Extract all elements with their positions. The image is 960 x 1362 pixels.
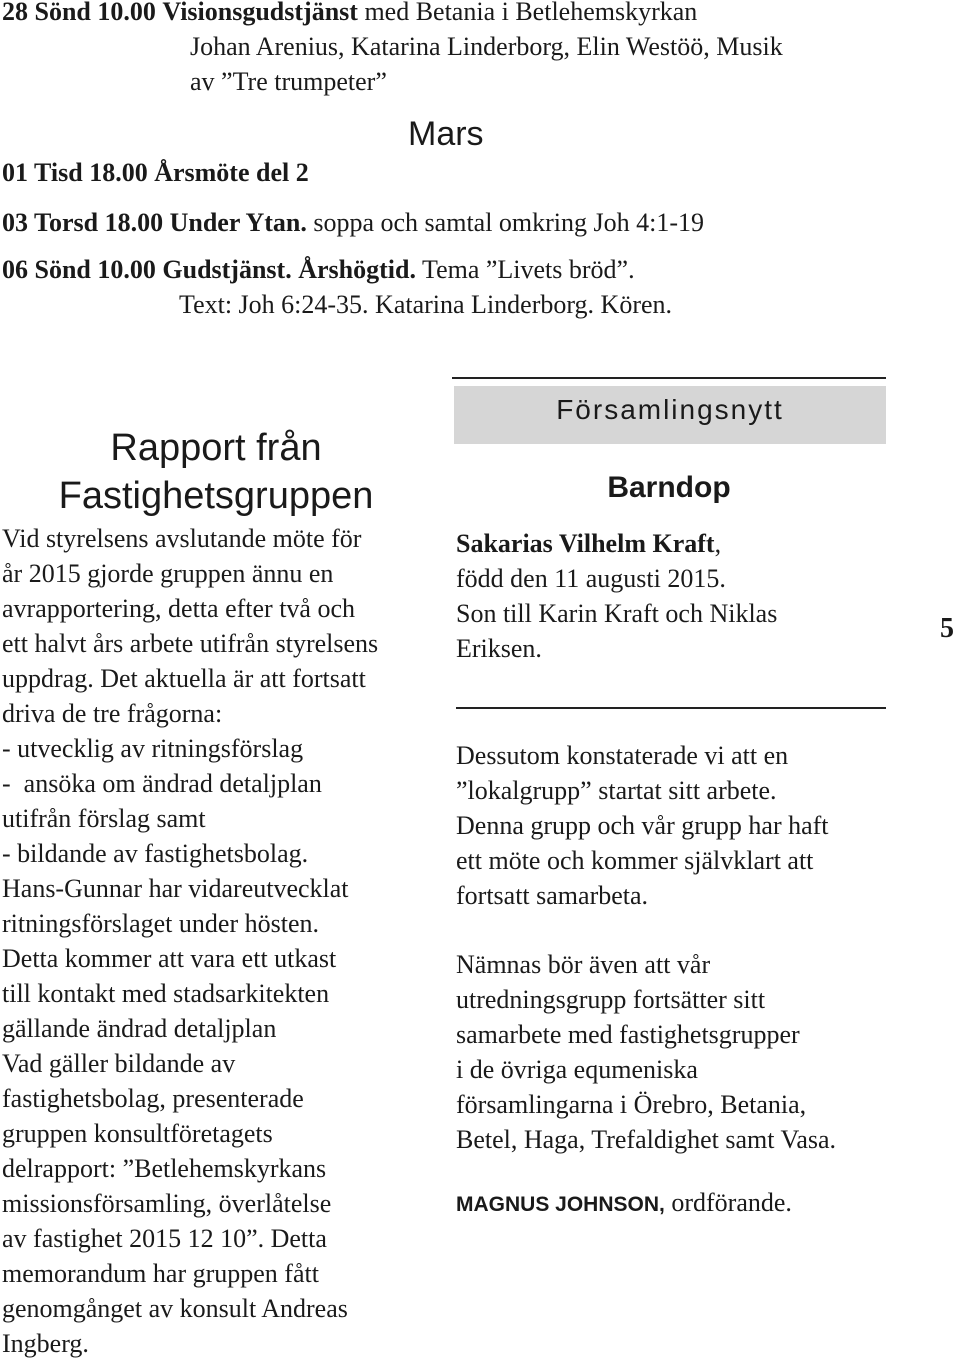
baptism-name: Sakarias Vilhelm Kraft	[456, 529, 715, 558]
signature	[456, 1185, 792, 1222]
news-line: Betel, Haga, Trefaldighet samt Vasa.	[456, 1125, 837, 1154]
report-title	[0, 424, 432, 520]
news-header: Församlingsnytt	[454, 386, 886, 444]
report-line: Vad gäller bildande av	[2, 1049, 236, 1078]
report-body	[2, 521, 434, 1361]
report-title-line1: Rapport från	[110, 427, 322, 469]
baptism-body	[456, 526, 777, 666]
event-28-day: 28 Sönd 10.00	[2, 0, 156, 26]
report-line: memorandum har gruppen fått	[2, 1259, 319, 1288]
news-line: Nämnas bör även att vår	[456, 950, 711, 979]
report-line: Detta kommer att vara ett utkast	[2, 944, 337, 973]
news-line: Denna grupp och vår grupp har haft	[456, 811, 829, 840]
report-line: år 2015 gjorde gruppen ännu en	[2, 559, 334, 588]
report-line: utifrån förslag samt	[2, 804, 206, 833]
report-line: ritningsförslaget under hösten.	[2, 909, 319, 938]
report-line: delrapport: ”Betlehemskyrkans	[2, 1154, 327, 1183]
event-06-day: 06 Sönd 10.00	[2, 255, 156, 284]
report-line: driva de tre frågorna:	[2, 699, 223, 728]
event-28-line2: Johan Arenius, Katarina Linderborg, Elin Westöö, Musik	[190, 32, 783, 61]
month-heading: Mars	[408, 115, 484, 153]
news-paragraph-1	[456, 738, 829, 913]
event-06	[2, 252, 672, 322]
middle-divider	[456, 707, 886, 709]
report-line: uppdrag. Det aktuella är att fortsatt	[2, 664, 366, 693]
report-title-line2: Fastighetsgruppen	[58, 475, 374, 517]
event-01-day: 01 Tisd 18.00	[2, 158, 148, 187]
event-03-rest: soppa och samtal omkring Joh 4:1-19	[313, 208, 705, 237]
report-line: - utvecklig av ritningsförslag	[2, 734, 304, 763]
news-line: i de övriga equmeniska	[456, 1055, 698, 1084]
event-28-line3: av ”Tre trumpeter”	[190, 67, 387, 96]
report-line: till kontakt med stadsarkitekten	[2, 979, 330, 1008]
report-line: missionsförsamling, överlåtelse	[2, 1189, 332, 1218]
event-28	[2, 0, 783, 99]
top-divider	[452, 377, 886, 379]
signature-role: ordförande.	[671, 1188, 792, 1217]
news-line: ”lokalgrupp” startat sitt arbete.	[456, 776, 777, 805]
report-line: av fastighet 2015 12 10”. Detta	[2, 1224, 327, 1253]
report-line: Hans-Gunnar har vidareutvecklat	[2, 874, 349, 903]
news-line: samarbete med fastighetsgrupper	[456, 1020, 800, 1049]
report-line: - bildande av fastighetsbolag.	[2, 839, 309, 868]
report-line: - ansöka om ändrad detaljplan	[2, 769, 322, 798]
event-06-title2: Årshögtid.	[298, 255, 416, 284]
baptism-line: född den 11 augusti 2015.	[456, 564, 726, 593]
report-line: gällande ändrad detaljplan	[2, 1014, 277, 1043]
event-28-title: Visionsgudstjänst	[162, 0, 358, 26]
report-line: Ingberg.	[2, 1329, 89, 1358]
news-line: utredningsgrupp fortsätter sitt	[456, 985, 766, 1014]
baptism-title: Barndop	[607, 471, 731, 504]
event-06-rest: Tema ”Livets bröd”.	[422, 255, 635, 284]
event-28-rest: med Betania i Betlehemskyrkan	[364, 0, 698, 26]
report-line: ett halvt års arbete utifrån styrelsens	[2, 629, 379, 658]
baptism-line: Eriksen.	[456, 634, 542, 663]
report-line: gruppen konsultföretagets	[2, 1119, 273, 1148]
report-line: genomgånget av konsult Andreas	[2, 1294, 348, 1323]
baptism-line: Son till Karin Kraft och Niklas	[456, 599, 778, 628]
report-line: Vid styrelsens avslutande möte för	[2, 524, 362, 553]
news-line: Dessutom konstaterade vi att en	[456, 741, 789, 770]
report-line: avrapportering, detta efter två och	[2, 594, 355, 623]
report-line: fastighetsbolag, presenterade	[2, 1084, 304, 1113]
news-line: fortsatt samarbeta.	[456, 881, 649, 910]
news-line: ett möte och kommer självklart att	[456, 846, 814, 875]
event-01-title: Årsmöte del 2	[154, 158, 309, 187]
event-06-title: Gudstjänst.	[162, 255, 292, 284]
event-03-day: 03 Torsd 18.00	[2, 208, 164, 237]
news-paragraph-2	[456, 947, 836, 1157]
baptism-name-suffix: ,	[714, 529, 722, 558]
signature-name: MAGNUS JOHNSON,	[456, 1193, 665, 1216]
event-03-title: Under Ytan.	[169, 208, 307, 237]
event-01	[2, 155, 309, 190]
event-06-line2: Text: Joh 6:24-35. Katarina Linderborg. Kören.	[179, 290, 673, 319]
event-03	[2, 205, 704, 240]
news-line: församlingarna i Örebro, Betania,	[456, 1090, 807, 1119]
page-number: 5	[940, 613, 954, 644]
